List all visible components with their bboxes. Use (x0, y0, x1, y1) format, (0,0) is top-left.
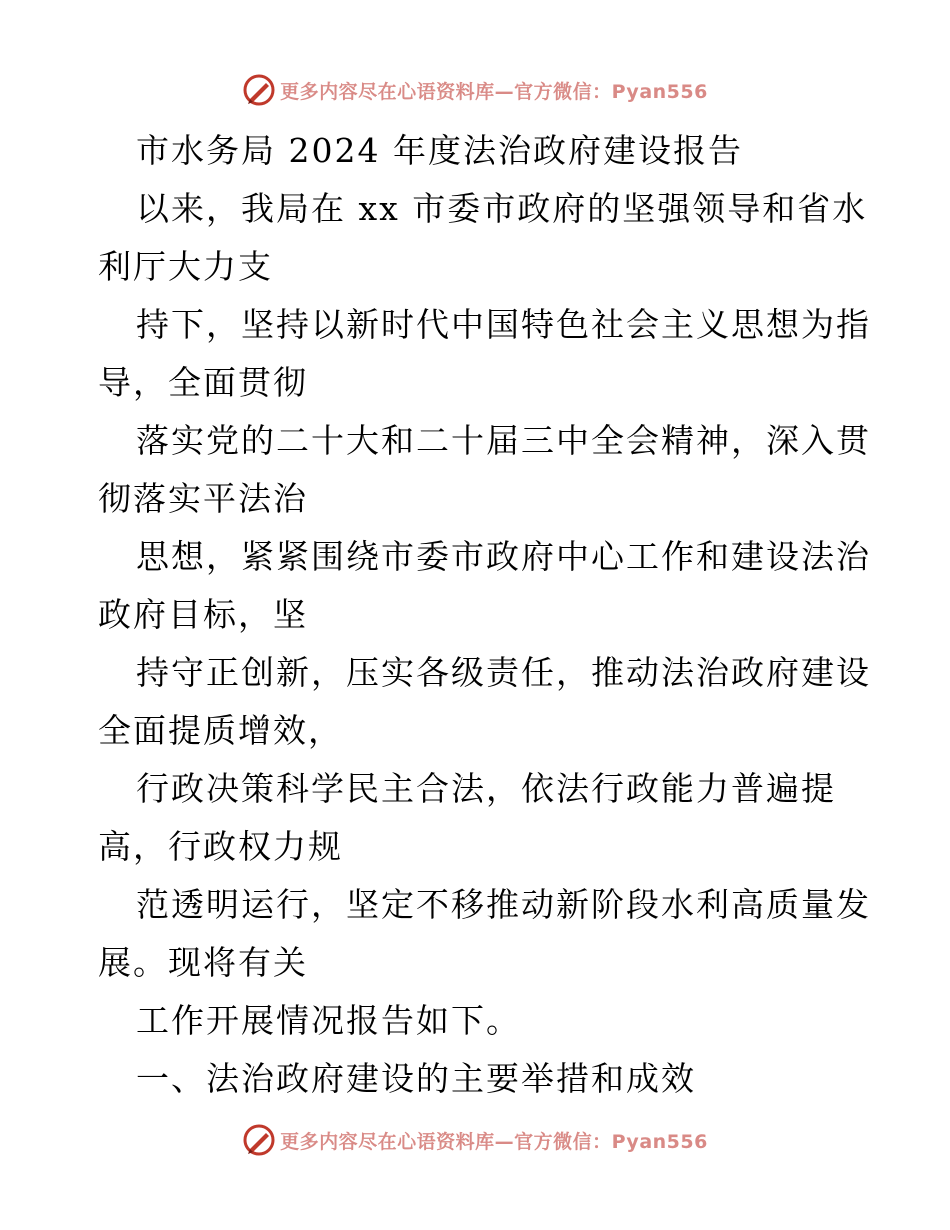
section-heading: 一、法治政府建设的主要举措和成效 (136, 1059, 696, 1098)
paragraph-line: 落实党的二十大和二十届三中全会精神，深入贯 (136, 421, 871, 460)
paragraph-line: 利厅大力支 (98, 247, 273, 286)
document-body (98, 122, 871, 1108)
paragraph-line: 以来，我局在 xx 市委市政府的坚强领导和省水 (136, 189, 868, 228)
paragraph-line: 政府目标，坚 (98, 595, 308, 634)
paragraph-line: 行政决策科学民主合法，依法行政能力普遍提 (136, 769, 836, 808)
footer-banner (0, 1120, 950, 1160)
paragraph-line: 彻落实平法治 (98, 479, 308, 518)
paragraph-line: 工作开展情况报告如下。 (136, 1001, 521, 1040)
paragraph-line: 展。现将有关 (98, 943, 308, 982)
header-banner (0, 70, 950, 110)
paragraph-line: 高，行政权力规 (98, 827, 343, 866)
pen-logo-icon (242, 1123, 276, 1157)
header-banner-text: 更多内容尽在心语资料库—官方微信：Pyan556 (280, 80, 708, 103)
paragraph-line: 持守正创新，压实各级责任，推动法治政府建设 (136, 653, 871, 692)
footer-banner-text: 更多内容尽在心语资料库—官方微信：Pyan556 (280, 1130, 708, 1153)
paragraph-line: 持下，坚持以新时代中国特色社会主义思想为指 (136, 305, 871, 344)
document-title: 市水务局 2024 年度法治政府建设报告 (136, 131, 743, 170)
paragraph-line: 范透明运行，坚定不移推动新阶段水利高质量发 (136, 885, 871, 924)
paragraph-line: 全面提质增效， (98, 711, 343, 750)
paragraph-line: 思想，紧紧围绕市委市政府中心工作和建设法治 (136, 537, 871, 576)
paragraph-line: 导，全面贯彻 (98, 363, 308, 402)
pen-logo-icon (242, 73, 276, 107)
